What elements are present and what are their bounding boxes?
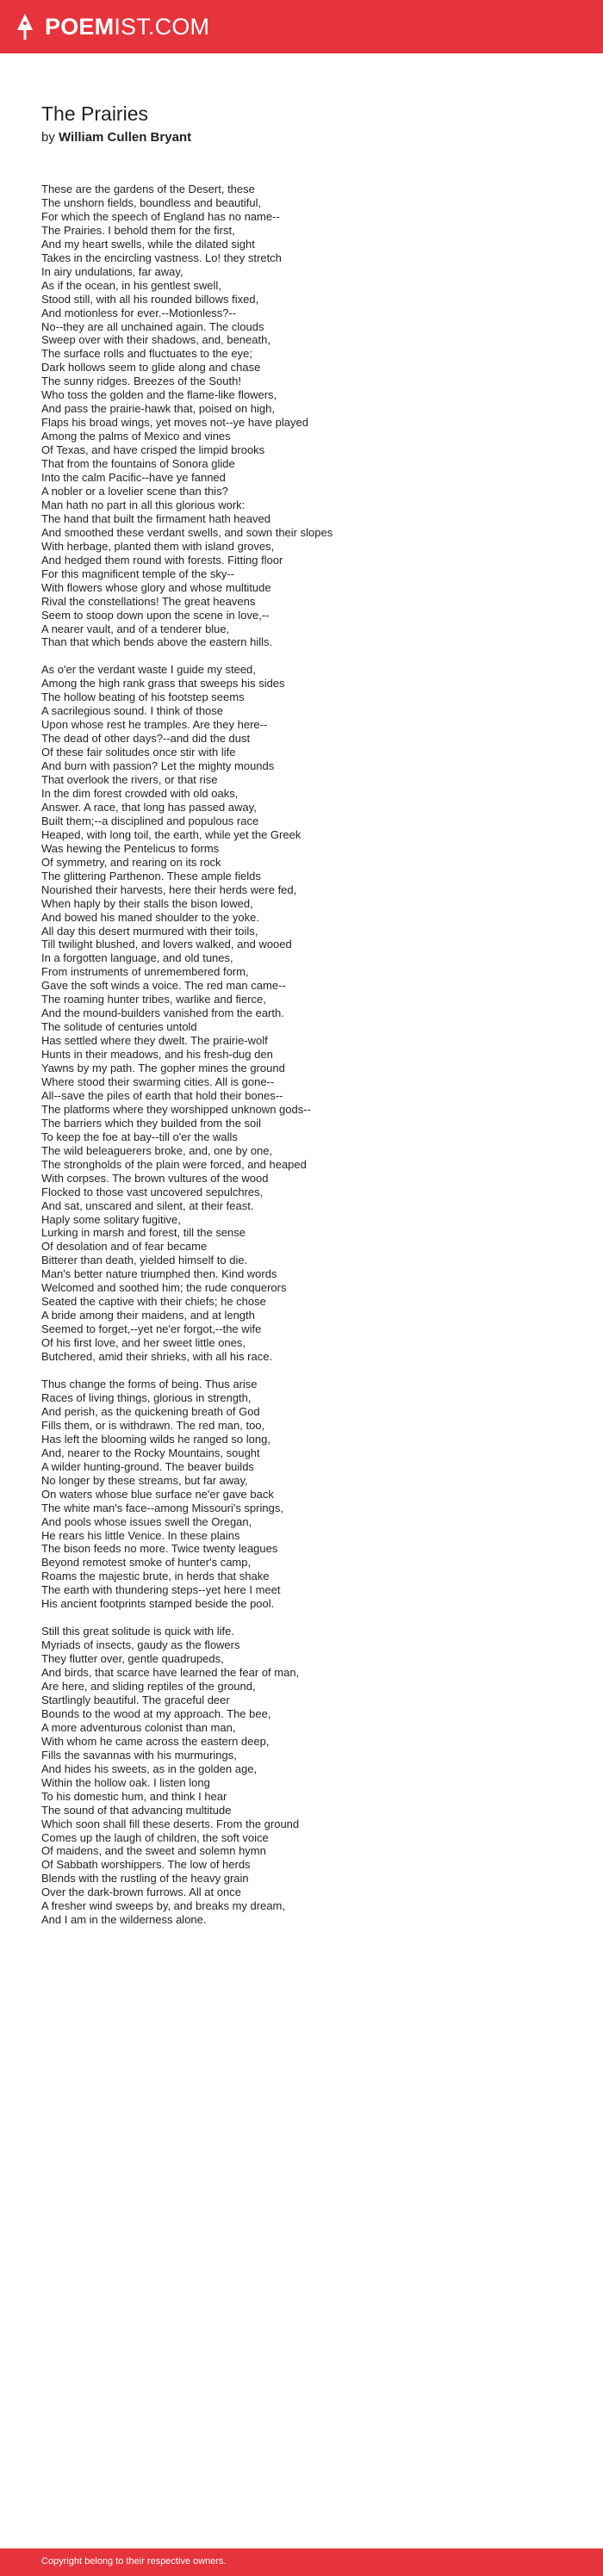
poem-line: Into the calm Pacific--have ye fanned <box>41 471 226 485</box>
poem-line: The roaming hunter tribes, warlike and fierce, <box>41 993 266 1006</box>
poem-line: A nobler or a lovelier scene than this? <box>41 484 228 498</box>
poem-line: The dead of other days?--and did the dust <box>41 732 251 746</box>
poem-line: And hides his sweets, as in the golden age, <box>41 1762 258 1775</box>
poem-line: Stood still, with all his rounded billows fixed, <box>41 292 259 306</box>
poem-line: Among the palms of Mexico and vines <box>41 430 231 443</box>
poem-line: With corpses. The brown vultures of the wood <box>41 1171 269 1185</box>
poem-line: And smoothed these verdant swells, and sown their slopes <box>41 525 333 539</box>
poem-line: Fills the savannas with his murmurings, <box>41 1748 237 1762</box>
poem-line: And pools whose issues swell the Oregan, <box>41 1514 252 1528</box>
poem-line: Heaped, with long toil, the earth, while yet the Greek <box>41 827 302 841</box>
stanza <box>41 183 575 649</box>
poem-line: And my heart swells, while the dilated sight <box>41 237 255 251</box>
poem-line: Seemed to forget,--yet ne'er forgot,--the wife <box>41 1322 262 1336</box>
poem-line: The bison feeds no more. Twice twenty leagues <box>41 1542 278 1556</box>
poem-line: Rival the constellations! The great heavens <box>41 594 256 608</box>
poem-line: The barriers which they builded from the soil <box>41 1116 262 1130</box>
poem-line: The platforms where they worshipped unknown gods-- <box>41 1102 311 1116</box>
poem-line: Than that which bends above the eastern hills. <box>41 635 273 649</box>
poem-line: A nearer vault, and of a tenderer blue, <box>41 622 230 635</box>
poem-line: The sunny ridges. Breezes of the South! <box>41 375 241 388</box>
poem-line: Myriads of insects, gaudy as the flowers <box>41 1638 240 1652</box>
author-link[interactable]: William Cullen Bryant <box>59 130 192 145</box>
poem-line: The sound of that advancing multitude <box>41 1803 232 1817</box>
poem-line: Where stood their swarming cities. All is gone-- <box>41 1075 275 1088</box>
poem-title: The Prairies <box>41 102 148 125</box>
poem-line: Haply some solitary fugitive, <box>41 1212 181 1226</box>
poem-line: In a forgotten language, and old tunes, <box>41 951 233 965</box>
poem-line: Till twilight blushed, and lovers walked, and wooed <box>41 938 292 951</box>
poem-line: And bowed his maned shoulder to the yoke. <box>41 910 259 924</box>
poem-line: The earth with thundering steps--yet here I meet <box>41 1583 281 1597</box>
poem-line: His ancient footprints stamped beside the pool. <box>41 1597 275 1611</box>
poem-line: Butchered, amid their shrieks, with all his race. <box>41 1350 273 1364</box>
brand-bold-part: POEM <box>45 14 115 40</box>
poem-line: Man's better nature triumphed then. Kind words <box>41 1267 277 1281</box>
poem-line: Within the hollow oak. I listen long <box>41 1775 210 1789</box>
poem-line: Man hath no part in all this glorious work: <box>41 498 246 511</box>
copyright-notice: Copyright belong to their respective owners. <box>41 2556 227 2567</box>
stanza <box>41 1625 575 1927</box>
poem-line: Welcomed and soothed him; the rude conquerors <box>41 1281 287 1295</box>
stanza <box>41 1378 575 1611</box>
site-brand-name <box>45 12 209 41</box>
poem-line: All day this desert murmured with their toils, <box>41 924 258 938</box>
poem-line: He rears his little Venice. In these plains <box>41 1528 240 1542</box>
poem-line: These are the gardens of the Desert, these <box>41 183 255 195</box>
poem-line: Bitterer than death, yielded himself to die. <box>41 1254 248 1267</box>
poem-line: All--save the piles of earth that hold their bones-- <box>41 1088 283 1102</box>
poem-line: A wilder hunting-ground. The beaver builds <box>41 1459 254 1473</box>
poem-line: On waters whose blue surface ne'er gave back <box>41 1487 274 1501</box>
poem-line: As o'er the verdant waste I guide my steed, <box>41 663 256 677</box>
poem-line: The hollow beating of his footstep seems <box>41 690 245 704</box>
poem-line: Was hewing the Pentelicus to forms <box>41 841 220 855</box>
poem-line: A fresher wind sweeps by, and breaks my dream, <box>41 1899 285 1913</box>
poem-line: And the mound-builders vanished from the earth. <box>41 1006 284 1020</box>
poem-line: Flaps his broad wings, yet moves not--ye have played <box>41 416 308 430</box>
poem-line: Thus change the forms of being. Thus arise <box>41 1378 258 1391</box>
poem-line: Of Sabbath worshippers. The low of herds <box>41 1858 251 1872</box>
poem-line: The hand that built the firmament hath heaved <box>41 511 270 525</box>
poem-line: To his domestic hum, and think I hear <box>41 1789 227 1803</box>
poem-line: Has settled where they dwelt. The prairie-wolf <box>41 1034 268 1048</box>
poem-line: Which soon shall fill these deserts. From the ground <box>41 1817 300 1830</box>
poem-line: Lurking in marsh and forest, till the sense <box>41 1226 246 1240</box>
poem-line: The wild beleaguerers broke, and, one by one, <box>41 1143 273 1157</box>
poem-line: Who toss the golden and the flame-like flowers, <box>41 388 277 402</box>
top-header-bar <box>0 0 603 53</box>
poem-line: Fills them, or is withdrawn. The red man, too, <box>41 1418 265 1432</box>
poem-line: The white man's face--among Missouri's springs, <box>41 1501 283 1514</box>
footer-bar <box>0 2548 603 2576</box>
poem-line: And birds, that scarce have learned the fear of man, <box>41 1666 300 1680</box>
poem-line: Roams the majestic brute, in herds that shake <box>41 1570 270 1583</box>
poem-line: A more adventurous colonist than man, <box>41 1720 236 1734</box>
poem-line: To keep the foe at bay--till o'er the walls <box>41 1130 238 1143</box>
brand-regular-part: IST.COM <box>114 14 210 40</box>
poem-line: In airy undulations, far away, <box>41 264 183 278</box>
poem-container <box>41 102 575 1941</box>
poem-line: The Prairies. I behold them for the first, <box>41 223 235 237</box>
poem-line: Of his first love, and her sweet little ones, <box>41 1336 246 1350</box>
poem-line: Yawns by my path. The gopher mines the ground <box>41 1062 285 1075</box>
poem-line: Dark hollows seem to glide along and chase <box>41 361 261 375</box>
poem-line: A bride among their maidens, and at length <box>41 1309 255 1322</box>
poem-line: With flowers whose glory and whose multitude <box>41 580 271 594</box>
poem-line: Of maidens, and the sweet and solemn hymn <box>41 1844 266 1858</box>
poem-line: The surface rolls and fluctuates to the eye; <box>41 347 252 361</box>
poem-line: And motionless for ever.--Motionless?-- <box>41 306 237 319</box>
poem-line: Seem to stoop down upon the scene in love,-- <box>41 608 270 622</box>
poem-line: Comes up the laugh of children, the soft voice <box>41 1830 269 1844</box>
poem-line: Still this great solitude is quick with life. <box>41 1625 234 1638</box>
poem-line: Built them;--a disciplined and populous race <box>41 814 259 827</box>
poem-line: Sweep over with their shadows, and, beneath, <box>41 333 270 347</box>
poem-line: Answer. A race, that long has passed away, <box>41 800 257 814</box>
poem-line: Gave the soft winds a voice. The red man came-- <box>41 979 286 993</box>
poem-line: And pass the prairie-hawk that, poised on high, <box>41 402 276 416</box>
poem-line: And, nearer to the Rocky Mountains, sought <box>41 1446 260 1459</box>
poem-line: With herbage, planted them with island groves, <box>41 539 275 553</box>
poem-line: Takes in the encircling vastness. Lo! they stretch <box>41 251 282 264</box>
poem-line: Of symmetry, and rearing on its rock <box>41 855 221 869</box>
poem-line: Hunts in their meadows, and his fresh-dug den <box>41 1048 273 1062</box>
poem-line: Of desolation and of fear became <box>41 1240 208 1254</box>
poem-line: The strongholds of the plain were forced, and heaped <box>41 1157 307 1171</box>
poem-line: Startlingly beautiful. The graceful deer <box>41 1693 230 1706</box>
byline <box>41 129 575 146</box>
poem-line: Among the high rank grass that sweeps his sides <box>41 677 285 690</box>
poem-line: And perish, as the quickening breath of God <box>41 1404 260 1418</box>
poem-line: With whom he came across the eastern deep, <box>41 1734 270 1748</box>
poem-line: Bounds to the wood at my approach. The bee, <box>41 1706 271 1720</box>
poem-line: Beyond remotest smoke of hunter's camp, <box>41 1556 252 1570</box>
poem-line: In the dim forest crowded with old oaks, <box>41 786 239 800</box>
poem-line: Nourished their harvests, here their herds were fed, <box>41 882 297 896</box>
poem-line: That from the fountains of Sonora glide <box>41 457 235 471</box>
quill-pen-icon <box>16 13 34 40</box>
poem-line: Flocked to those vast uncovered sepulchres, <box>41 1185 264 1198</box>
poem-line: Of these fair solitudes once stir with life <box>41 746 236 759</box>
poem-line: No--they are all unchained again. The clouds <box>41 319 264 333</box>
poem-line: And sat, unscared and silent, at their feast. <box>41 1198 254 1212</box>
poem-line: Seated the captive with their chiefs; he chose <box>41 1295 266 1309</box>
poem-line: They flutter over, gentle quadrupeds, <box>41 1652 224 1666</box>
poem-line: And I am in the wilderness alone. <box>41 1913 207 1927</box>
stanza <box>41 663 575 1364</box>
poem-line: The glittering Parthenon. These ample fields <box>41 869 261 882</box>
poem-line: Upon whose rest he tramples. Are they here-- <box>41 718 268 732</box>
poem-line: Has left the blooming wilds he ranged so long, <box>41 1432 270 1446</box>
poem-line: When haply by their stalls the bison lowed, <box>41 896 253 910</box>
poem-line: The solitude of centuries untold <box>41 1020 197 1034</box>
poem-line: No longer by these streams, but far away, <box>41 1473 248 1487</box>
poem-line: Of Texas, and have crisped the limpid brooks <box>41 443 265 457</box>
site-logo-link[interactable] <box>16 12 209 41</box>
poem-line: And burn with passion? Let the mighty mounds <box>41 759 275 773</box>
poem-line: The unshorn fields, boundless and beautiful, <box>41 195 262 209</box>
poem-line: For which the speech of England has no name-- <box>41 209 280 223</box>
poem-line: For this magnificent temple of the sky-- <box>41 567 234 580</box>
poem-line: And hedged them round with forests. Fitting floor <box>41 553 283 567</box>
poem-line: A sacrilegious sound. I think of those <box>41 704 224 718</box>
poem-line: Races of living things, glorious in strength, <box>41 1390 252 1404</box>
poem-line: That overlook the rivers, or that rise <box>41 773 218 787</box>
poem-line: From instruments of unremembered form, <box>41 965 249 979</box>
poem-line: Are here, and sliding reptiles of the ground, <box>41 1680 256 1694</box>
poem-line: As if the ocean, in his gentlest swell, <box>41 278 221 292</box>
poem-line: Blends with the rustling of the heavy grain <box>41 1872 249 1886</box>
poem-body <box>41 183 575 1927</box>
poem-line: Over the dark-brown furrows. All at once <box>41 1886 241 1899</box>
by-label: by <box>41 130 55 145</box>
